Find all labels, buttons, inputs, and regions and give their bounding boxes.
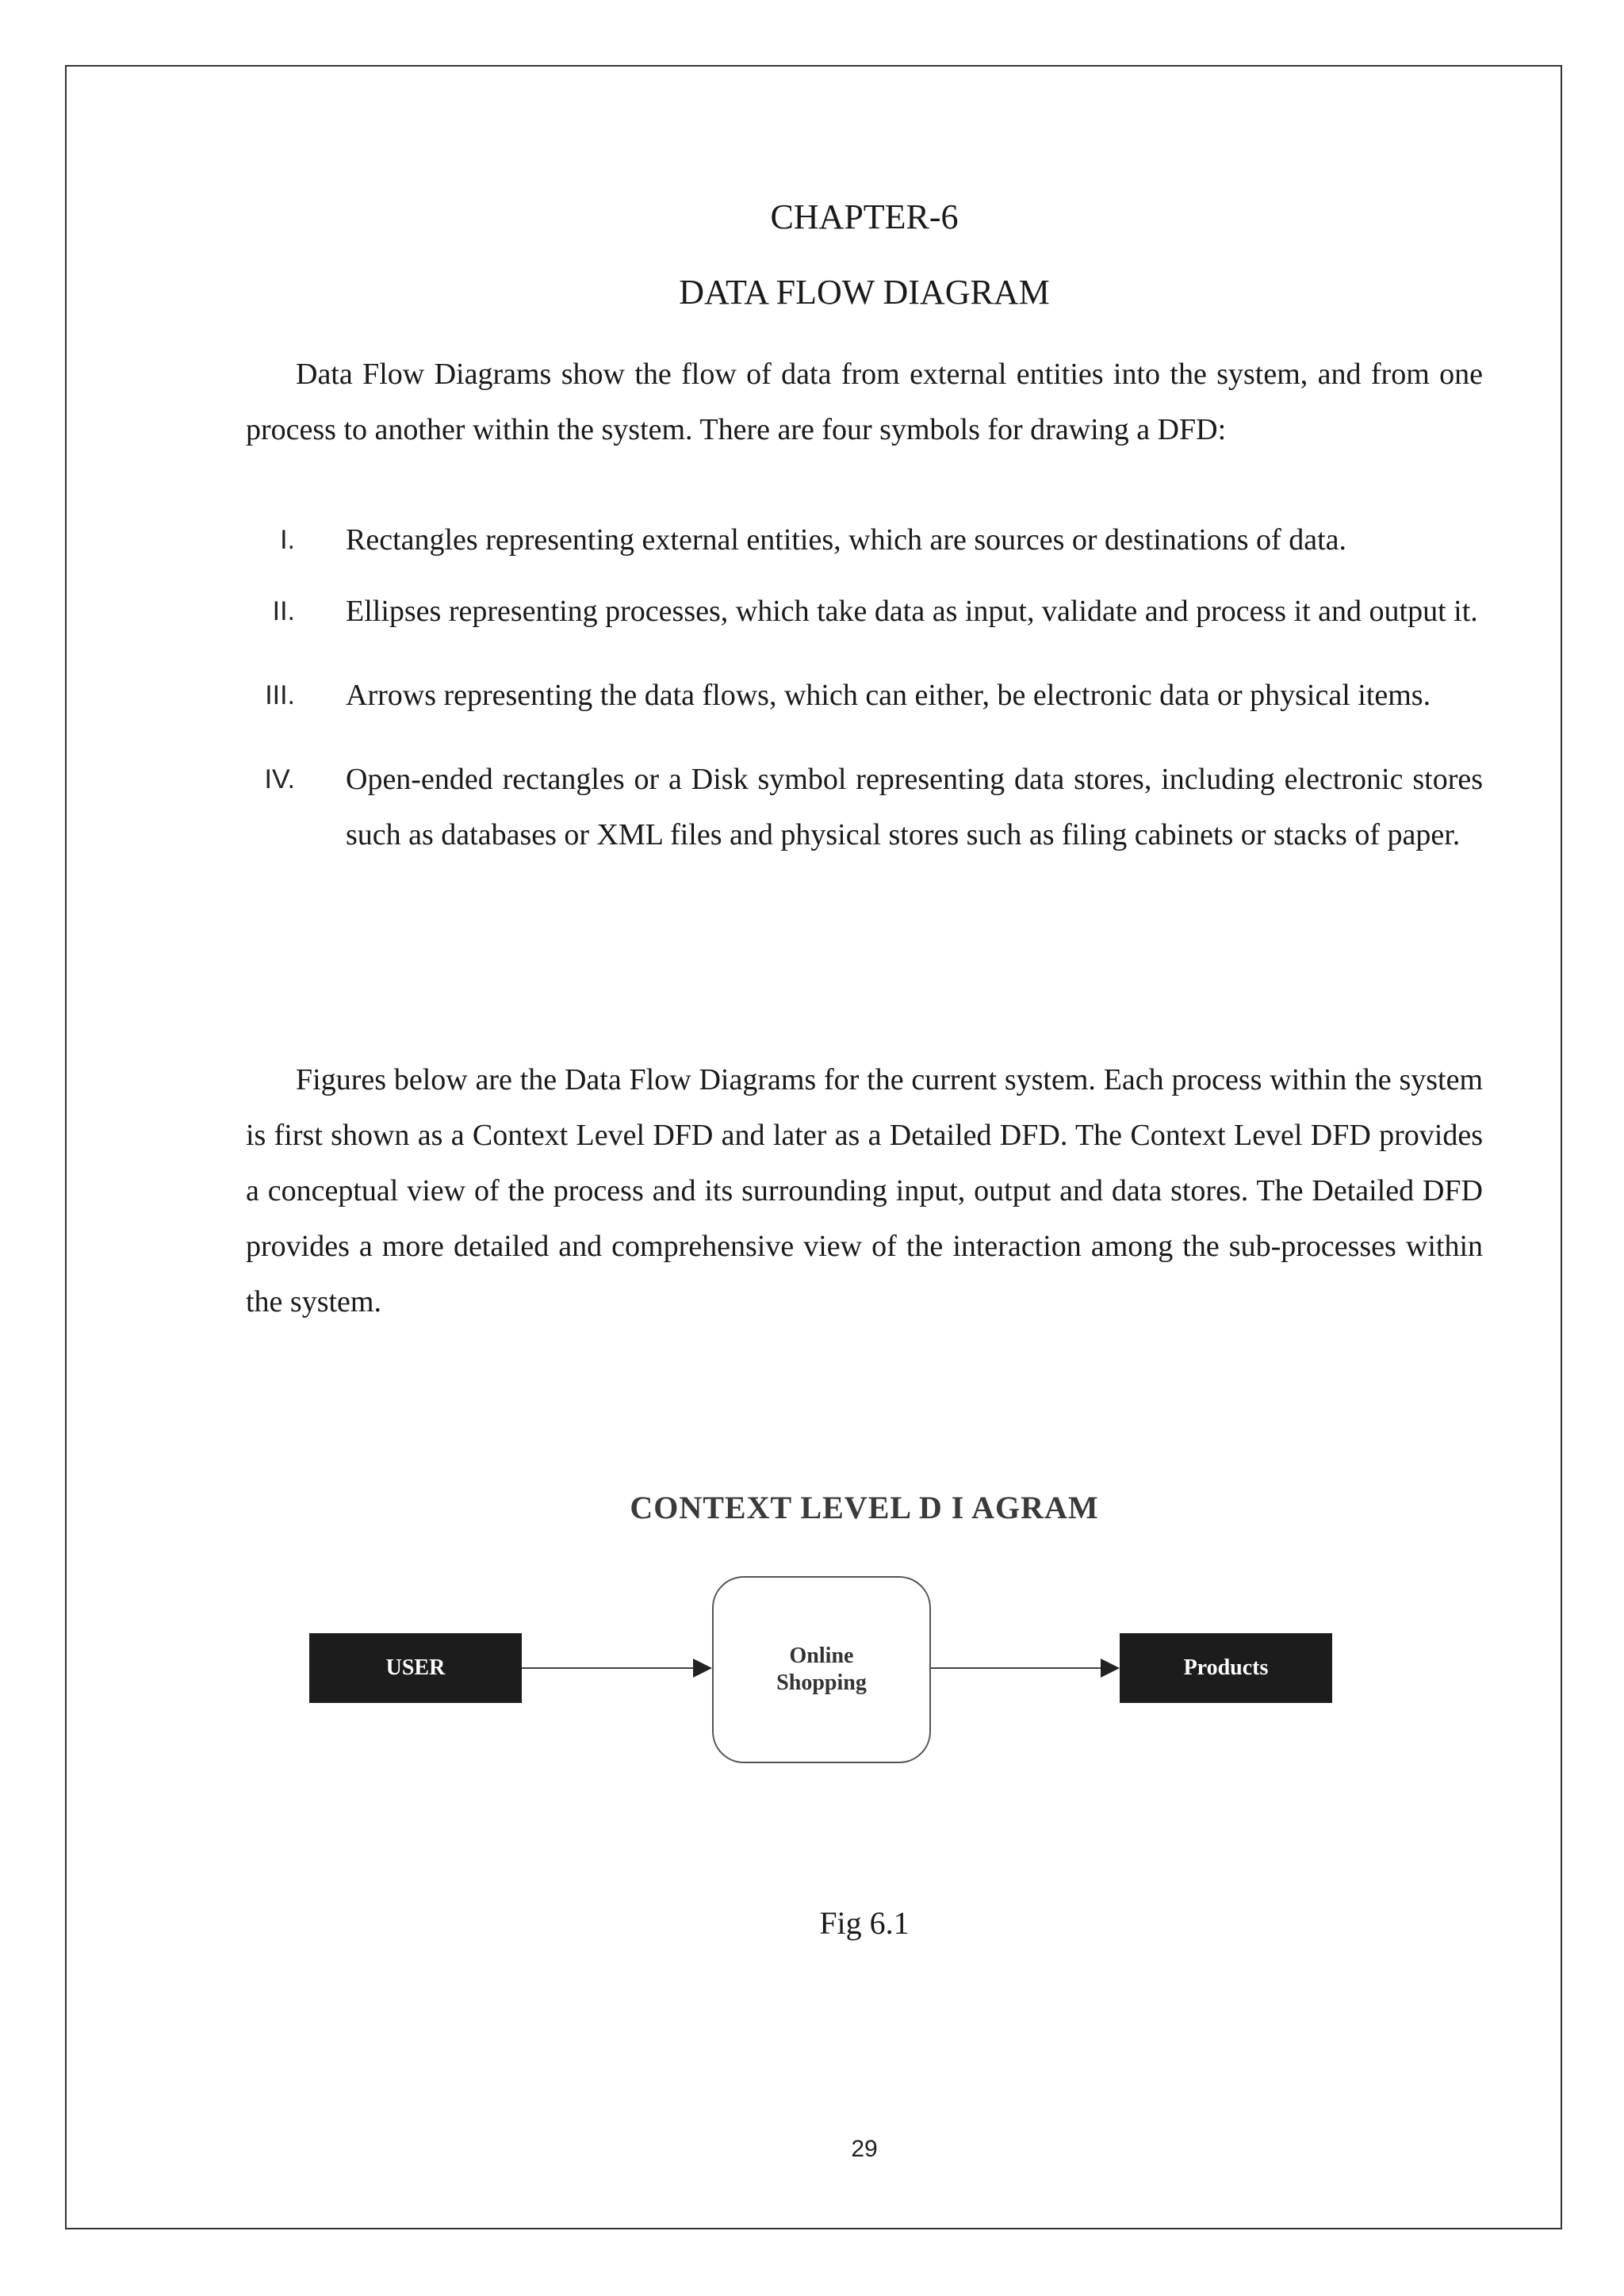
- figure-caption: Fig 6.1: [819, 1905, 910, 1941]
- chapter-heading: CHAPTER-6: [770, 197, 959, 236]
- list-item-number: II.: [272, 596, 295, 626]
- online-shopping-process: [712, 1576, 931, 1763]
- list-item-text: Ellipses representing processes, which take data as input, validate and process it and output it.: [346, 595, 1478, 628]
- user-entity-label: USER: [385, 1655, 446, 1680]
- list-item-number: IV.: [264, 764, 295, 794]
- process-label-line2: Shopping: [776, 1670, 867, 1695]
- user-entity: [309, 1633, 522, 1703]
- description-paragraph: Figures below are the Data Flow Diagrams for the current system. Each process within the system is first shown as a Context Level DFD and later as a Detailed DFD. The Context Level DFD provides a conceptual view of the process and its surrounding input, output and data stores. The Detailed DFD provides a more detailed and comprehensive view of the interaction among the sub-processes within the system.: [246, 1063, 1483, 1318]
- intro-paragraph: Data Flow Diagrams show the flow of data from external entities into the system, and from one process to another within the system. There are four symbols for drawing a DFD:: [246, 358, 1483, 446]
- list-item-number: I.: [280, 525, 295, 555]
- page-number: 29: [851, 2136, 878, 2162]
- process-label-line1: Online: [789, 1644, 854, 1668]
- products-entity-label: Products: [1183, 1655, 1269, 1680]
- products-entity: [1120, 1633, 1332, 1703]
- list-item-number: III.: [265, 680, 295, 710]
- list-item-text: Arrows representing the data flows, which can either, be electronic data or physical items.: [346, 679, 1431, 712]
- list-item-text: Open-ended rectangles or a Disk symbol representing data stores, including electronic stores such as databases or XML files and physical stores such as filing cabinets or stacks of paper.: [346, 763, 1483, 851]
- section-title: DATA FLOW DIAGRAM: [679, 273, 1050, 312]
- diagram-title: CONTEXT LEVEL D I AGRAM: [630, 1490, 1099, 1525]
- list-item-text: Rectangles representing external entities, which are sources or destinations of data.: [346, 523, 1346, 557]
